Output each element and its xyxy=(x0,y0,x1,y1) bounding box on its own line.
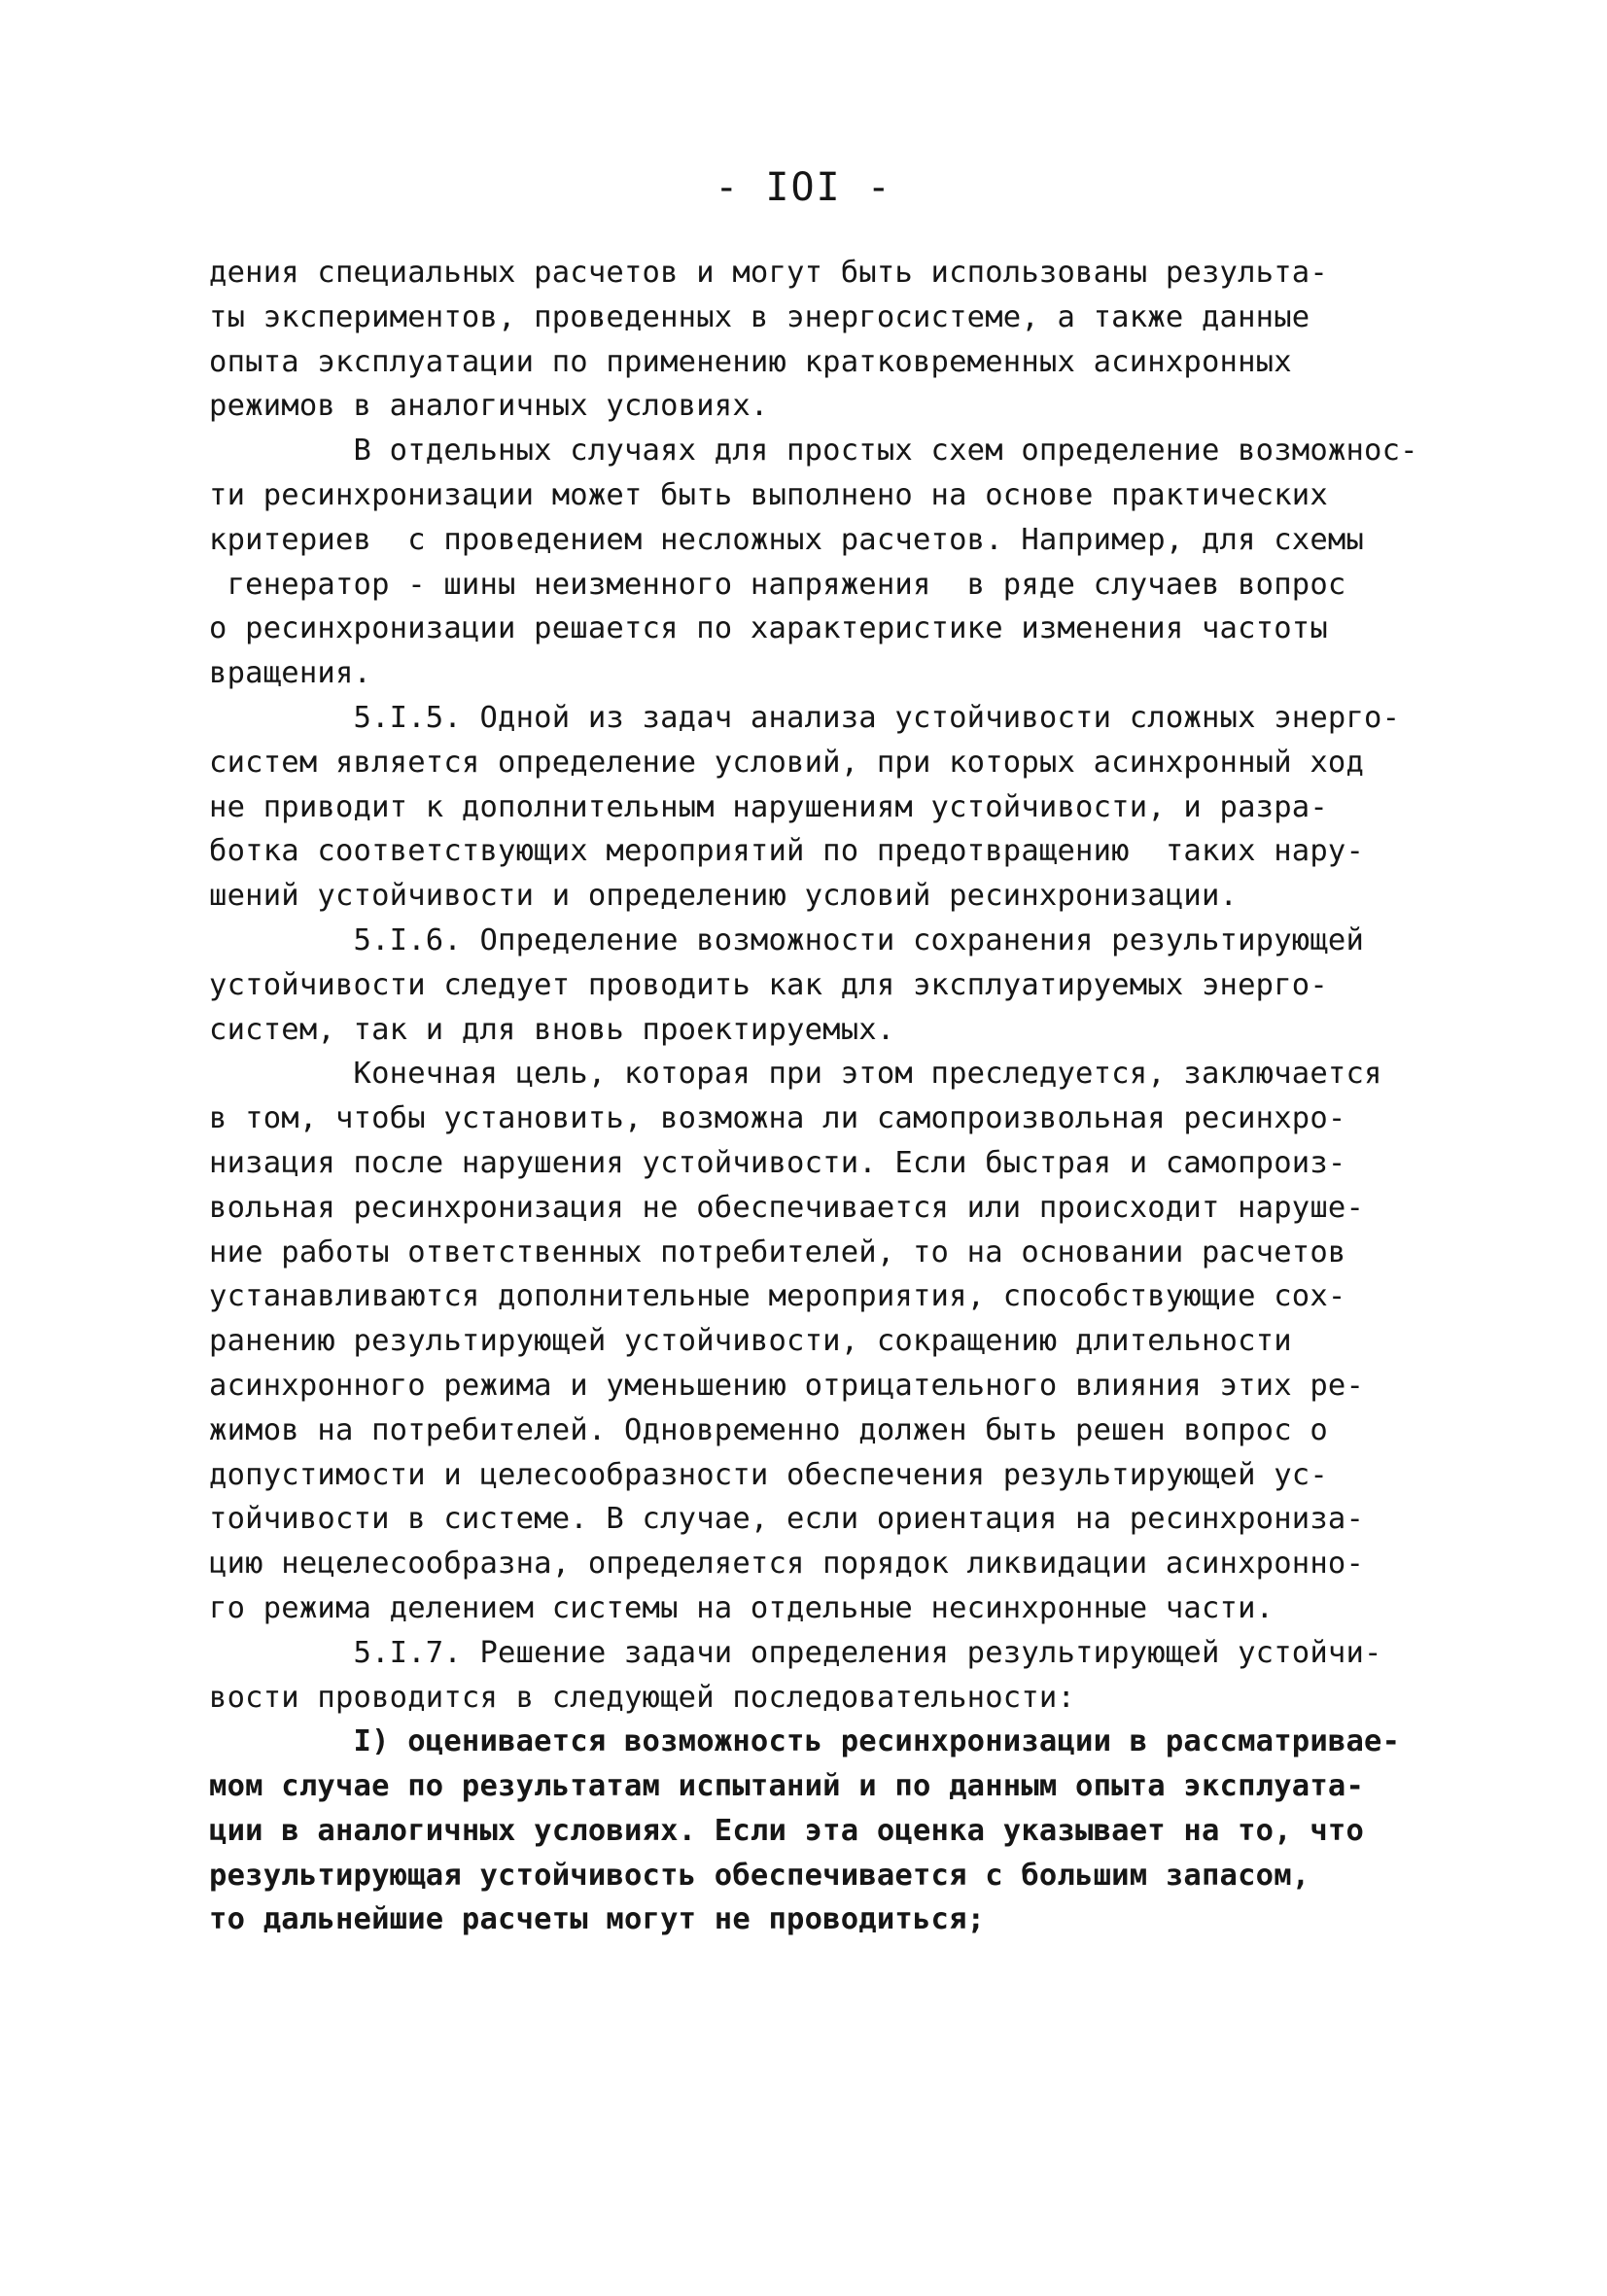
text-line: ции в аналогичных условиях. Если эта оценка указывает на то, что xyxy=(209,1813,1365,1848)
text-line: шений устойчивости и определению условий ресинхронизации. xyxy=(209,879,1239,914)
text-line: не приводит к дополнительным нарушениям устойчивости, и разра- xyxy=(209,789,1328,824)
text-line: режимов в аналогичных условиях. xyxy=(209,389,769,424)
text-line: вращения. xyxy=(209,656,372,691)
page-number: - IOI - xyxy=(715,165,892,210)
text-line: асинхронного режима и уменьшению отрицательного влияния этих ре- xyxy=(209,1368,1365,1403)
text-line: вольная ресинхронизация не обеспечивается или происходит наруше- xyxy=(209,1190,1365,1225)
text-line: 5.I.7. Решение задачи определения результирующей устойчи- xyxy=(209,1635,1382,1670)
text-line: о ресинхронизации решается по характеристике изменения частоты xyxy=(209,611,1328,646)
text-line: I) оценивается возможность ресинхронизации в рассматривае- xyxy=(209,1724,1401,1759)
text-line: генератор - шины неизменного напряжения в ряде случаев вопрос xyxy=(209,567,1346,602)
text-line: го режима делением системы на отдельные несинхронные части. xyxy=(209,1590,1275,1625)
text-line: жимов на потребителей. Одновременно должен быть решен вопрос о xyxy=(209,1412,1328,1447)
text-line: мом случае по результатам испытаний и по данным опыта эксплуата- xyxy=(209,1769,1365,1804)
text-line: ти ресинхронизации может быть выполнено на основе практических xyxy=(209,477,1328,512)
text-line: опыта эксплуатации по применению кратковременных асинхронных xyxy=(209,344,1292,379)
text-line: ранению результирующей устойчивости, сокращению длительности xyxy=(209,1324,1292,1359)
text-line: тойчивости в системе. В случае, если ориентация на ресинхрониза- xyxy=(209,1502,1365,1537)
text-line: дения специальных расчетов и могут быть использованы результа- xyxy=(209,256,1328,290)
text-line: то дальнейшие расчеты могут не проводиться; xyxy=(209,1902,986,1937)
text-line: результирующая устойчивость обеспечивается с большим запасом, xyxy=(209,1858,1310,1893)
text-line: допустимости и целесообразности обеспечения результирующей ус- xyxy=(209,1457,1328,1492)
text-line: 5.I.6. Определение возможности сохранения результирующей xyxy=(209,922,1365,957)
text-line: Конечная цель, которая при этом преследуется, заключается xyxy=(209,1057,1382,1092)
text-line: систем, так и для вновь проектируемых. xyxy=(209,1012,895,1047)
text-line: ты экспериментов, проведенных в энергосистеме, а также данные xyxy=(209,299,1310,334)
text-line: устанавливаются дополнительные мероприятия, способствующие сох- xyxy=(209,1279,1346,1314)
text-line: критериев с проведением несложных расчетов. Например, для схемы xyxy=(209,522,1365,557)
text-line: низация после нарушения устойчивости. Если быстрая и самопроиз- xyxy=(209,1145,1346,1180)
body-text xyxy=(209,251,1418,1942)
text-line: 5.I.5. Одной из задач анализа устойчивости сложных энерго- xyxy=(209,700,1401,735)
text-line: вости проводится в следующей последовательности: xyxy=(209,1680,1076,1715)
text-line: В отдельных случаях для простых схем определение возможнос- xyxy=(209,434,1418,469)
text-line: цию нецелесообразна, определяется порядок ликвидации асинхронно- xyxy=(209,1547,1365,1582)
text-line: устойчивости следует проводить как для эксплуатируемых энерго- xyxy=(209,967,1328,1002)
text-line: ние работы ответственных потребителей, то на основании расчетов xyxy=(209,1235,1346,1270)
text-line: ботка соответствующих мероприятий по предотвращению таких нару- xyxy=(209,834,1365,869)
text-line: в том, чтобы установить, возможна ли самопроизвольная ресинхро- xyxy=(209,1101,1346,1136)
text-line: систем является определение условий, при которых асинхронный ход xyxy=(209,745,1365,780)
